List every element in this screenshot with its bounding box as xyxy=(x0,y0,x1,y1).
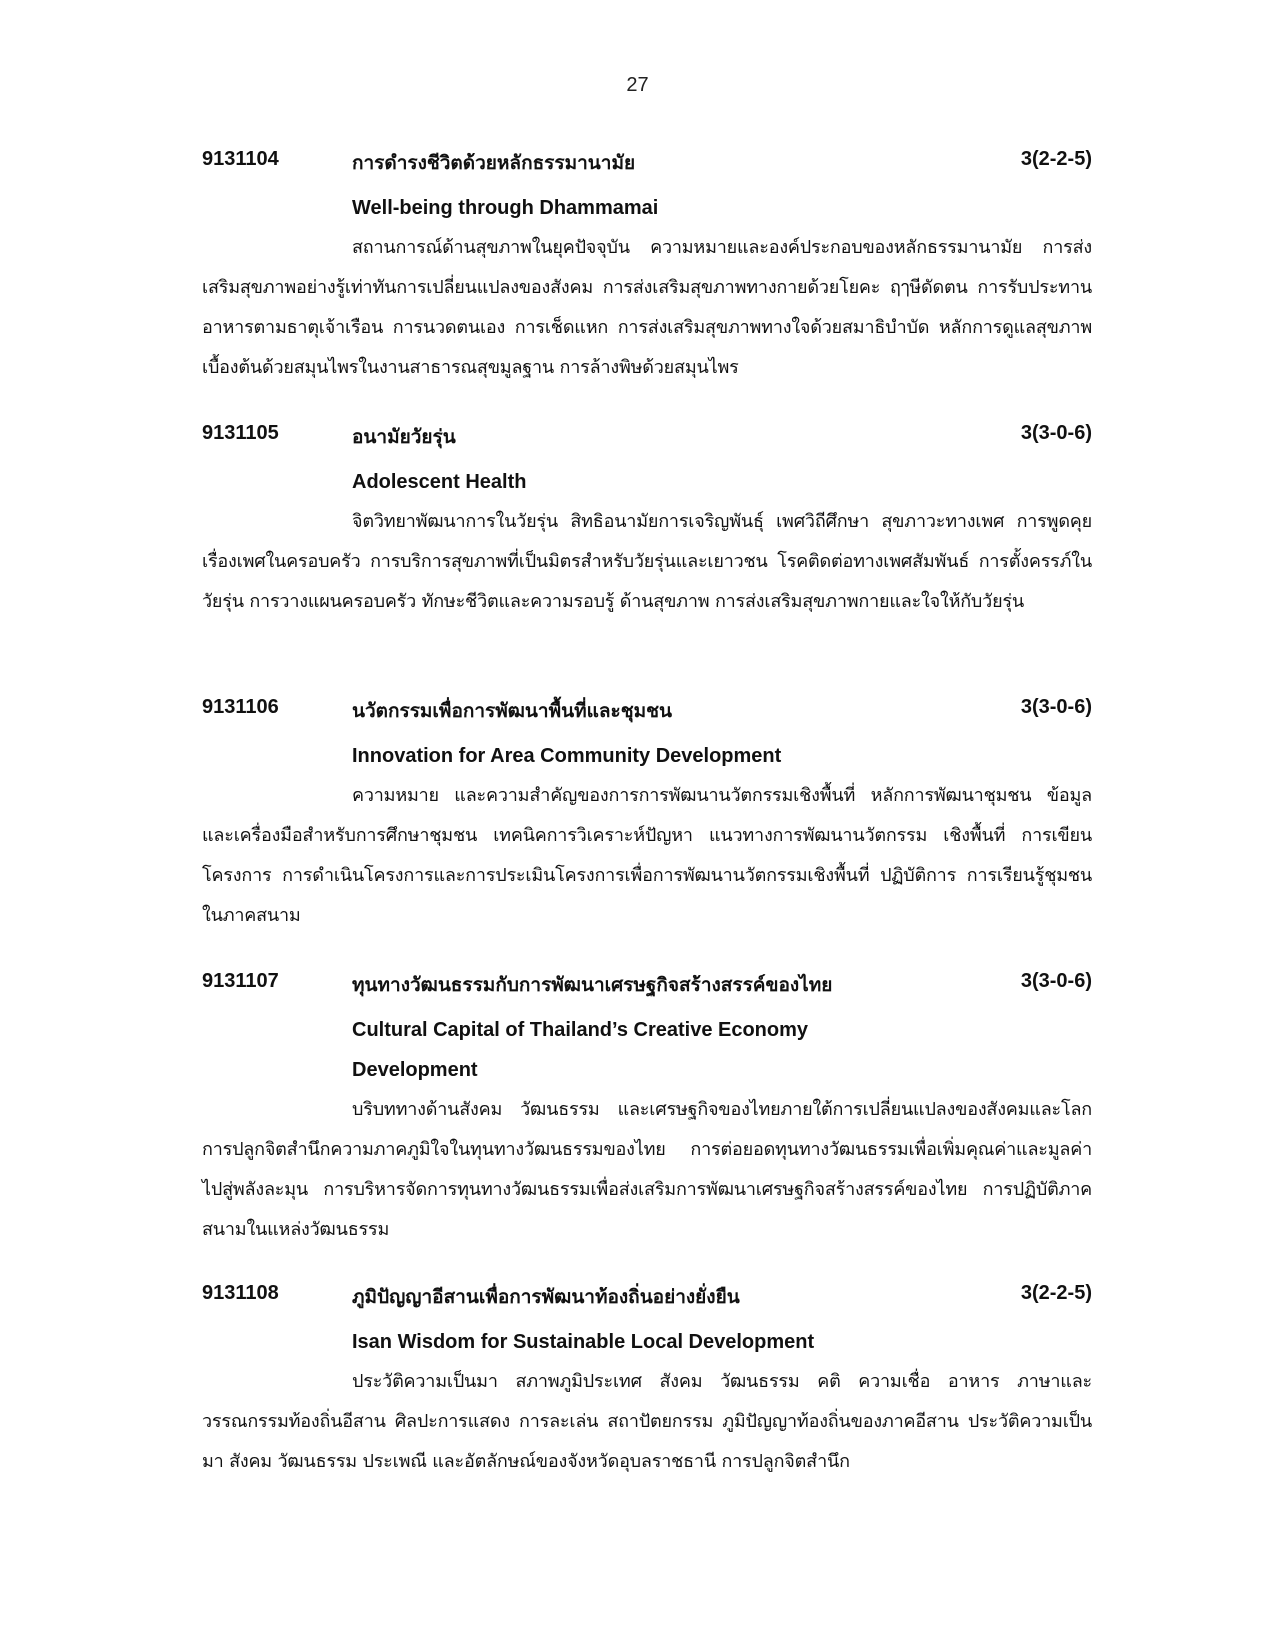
course-title-thai: อนามัยวัยรุ่น xyxy=(352,426,456,448)
course-title-english: Cultural Capital of Thailand’s Creative Economy Development xyxy=(352,1019,809,1081)
course-block-9131107 xyxy=(202,970,1092,1250)
course-title-thai: นวัตกรรมเพื่อการพัฒนาพื้นที่และชุมชน xyxy=(352,700,673,722)
course-title-thai: ภูมิปัญญาอีสานเพื่อการพัฒนาท้องถิ่นอย่างยั่งยืน xyxy=(352,1286,740,1308)
course-credits: 3(3-0-6) xyxy=(1020,422,1092,444)
course-header xyxy=(202,1282,1092,1322)
course-block-9131104 xyxy=(202,148,1092,388)
course-header xyxy=(202,970,1092,1010)
course-code: 9131107 xyxy=(202,970,279,992)
course-title-english: Isan Wisdom for Sustainable Local Development xyxy=(352,1331,815,1353)
course-title-english: Innovation for Area Community Development xyxy=(352,745,782,767)
course-description: ความหมาย และความสำคัญของการการพัฒนานวัตกรรมเชิงพื้นที่ หลักการพัฒนาชุมชน ข้อมูลและเครื่องมือสำหรับการศึกษาชุมชน เทคนิคการวิเคราะห์ปัญหา แนวทางการพัฒนานวัตกรรม เชิงพื้นที่ การเขียนโครงการ การดำเนินโครงการและการประเมินโครงการเพื่อการพัฒนานวัตกรรมเชิงพื้นที่ ปฏิบัติการ การเรียนรู้ชุมชนในภาคสนาม xyxy=(202,785,1092,926)
page-number: 27 xyxy=(626,74,649,96)
course-credits: 3(2-2-5) xyxy=(1020,1282,1092,1304)
course-block-9131106 xyxy=(202,696,1092,936)
course-title-thai: การดำรงชีวิตด้วยหลักธรรมานามัย xyxy=(352,152,636,174)
course-code: 9131104 xyxy=(202,148,279,170)
course-block-9131105 xyxy=(202,422,1092,622)
course-description: จิตวิทยาพัฒนาการในวัยรุ่น สิทธิอนามัยการเจริญพันธุ์ เพศวิถีศึกษา สุขภาวะทางเพศ การพูดคุยเรื่องเพศในครอบครัว การบริการสุขภาพที่เป็นมิตรสำหรับวัยรุ่นและเยาวชน โรคติดต่อทางเพศสัมพันธ์ การตั้งครรภ์ในวัยรุ่น การวางแผนครอบครัว ทักษะชีวิตและความรอบรู้ ด้านสุขภาพ การส่งเสริมสุขภาพกายและใจให้กับวัยรุ่น xyxy=(202,511,1092,612)
course-block-9131108 xyxy=(202,1282,1092,1482)
course-code: 9131105 xyxy=(202,422,279,444)
course-code: 9131108 xyxy=(202,1282,279,1304)
course-credits: 3(3-0-6) xyxy=(1020,696,1092,718)
course-title-thai: ทุนทางวัฒนธรรมกับการพัฒนาเศรษฐกิจสร้างสรรค์ของไทย xyxy=(352,974,833,996)
course-header xyxy=(202,148,1092,188)
course-credits: 3(3-0-6) xyxy=(1020,970,1092,992)
course-credits: 3(2-2-5) xyxy=(1020,148,1092,170)
course-title-english: Well-being through Dhammamai xyxy=(352,197,659,219)
course-header xyxy=(202,696,1092,736)
course-description: บริบททางด้านสังคม วัฒนธรรม และเศรษฐกิจของไทยภายใต้การเปลี่ยนแปลงของสังคมและโลก การปลูกจิตสำนึกความภาคภูมิใจในทุนทางวัฒนธรรมของไทย การต่อยอดทุนทางวัฒนธรรมเพื่อเพิ่มคุณค่าและมูลค่าไปสู่พลังละมุน การบริหารจัดการทุนทางวัฒนธรรมเพื่อส่งเสริมการพัฒนาเศรษฐกิจสร้างสรรค์ของไทย การปฏิบัติภาคสนามในแหล่งวัฒนธรรม xyxy=(202,1099,1092,1240)
course-description: ประวัติความเป็นมา สภาพภูมิประเทศ สังคม วัฒนธรรม คติ ความเชื่อ อาหาร ภาษาและวรรณกรรมท้องถิ่นอีสาน ศิลปะการแสดง การละเล่น สถาปัตยกรรม ภูมิปัญญาท้องถิ่นของภาคอีสาน ประวัติความเป็นมา สังคม วัฒนธรรม ประเพณี และอัตลักษณ์ของจังหวัดอุบลราชธานี การปลูกจิตสำนึก xyxy=(202,1371,1092,1472)
course-header xyxy=(202,422,1092,462)
course-description: สถานการณ์ด้านสุขภาพในยุคปัจจุบัน ความหมายและองค์ประกอบของหลักธรรมานามัย การส่งเสริมสุขภาพอย่างรู้เท่าทันการเปลี่ยนแปลงของสังคม การส่งเสริมสุขภาพทางกายด้วยโยคะ ฤๅษีดัดตน การรับประทานอาหารตามธาตุเจ้าเรือน การนวดตนเอง การเช็ดแหก การส่งเสริมสุขภาพทางใจด้วยสมาธิบำบัด หลักการดูแลสุขภาพเบื้องต้นด้วยสมุนไพรในงานสาธารณสุขมูลฐาน การล้างพิษด้วยสมุนไพร xyxy=(202,237,1092,378)
course-code: 9131106 xyxy=(202,696,279,718)
course-title-english: Adolescent Health xyxy=(352,471,527,493)
